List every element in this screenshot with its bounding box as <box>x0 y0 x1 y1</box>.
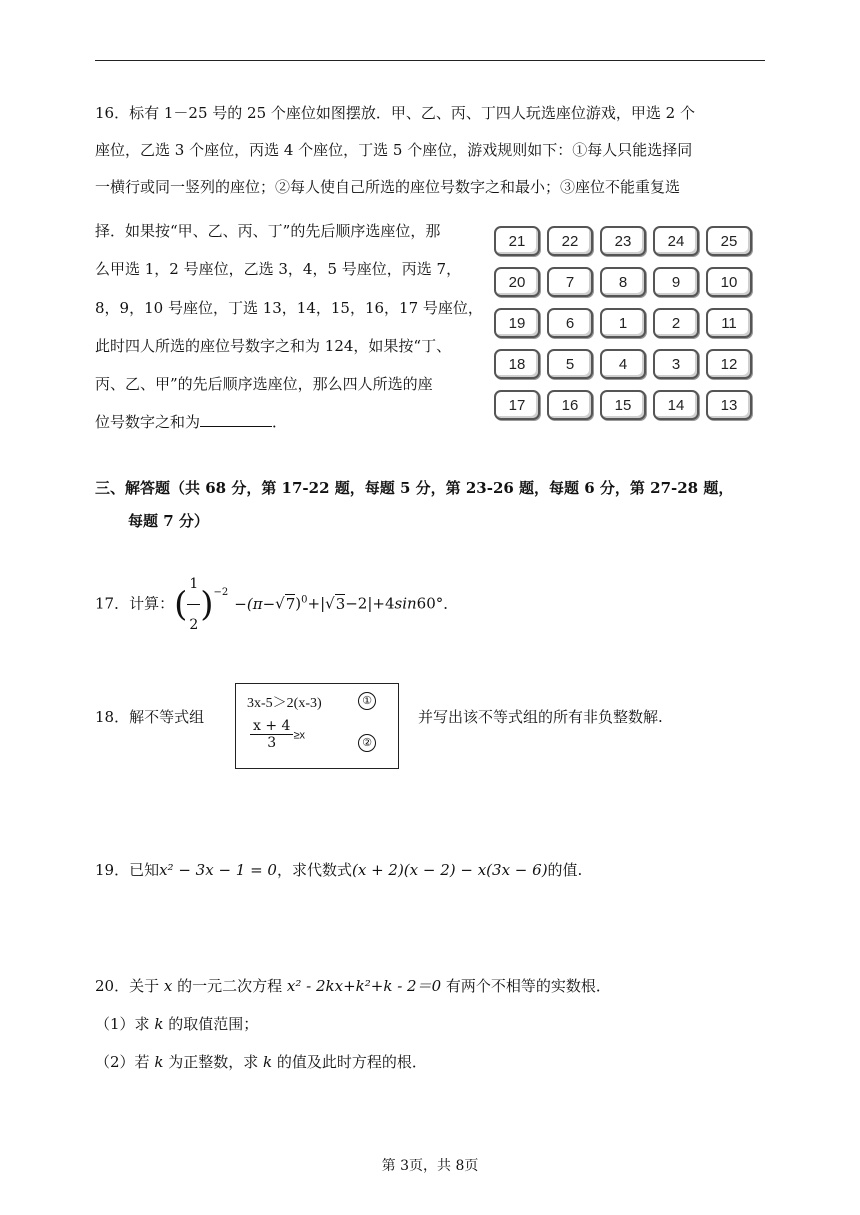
q17-part5: −2|+4 <box>345 594 395 613</box>
q20-part2-c: 的值及此时方程的根． <box>276 1053 427 1071</box>
q16-line-9-end: ． <box>272 413 288 431</box>
left-paren: ( <box>174 584 188 625</box>
q19-mid: ，求代数式 <box>276 861 352 879</box>
q16-line-1: 16．标有 1－25 号的 25 个座位如图摆放．甲、乙、丙、丁四人玩选座位游戏，甲选 2 个 <box>95 104 695 122</box>
fraction-half <box>187 564 200 645</box>
sin-label: sin <box>394 594 417 613</box>
sqrt-sign: √ <box>325 594 335 613</box>
q19-expression: (x + 2)(x − 2) − x(3x − 6) <box>352 861 548 879</box>
q17-part2: −(π− <box>234 594 276 613</box>
q20-part-2 <box>95 1051 427 1073</box>
q19-equation: x² − 3x − 1 = 0 <box>159 861 277 879</box>
q20-text-a: 20．关于 <box>95 977 160 995</box>
mark-1: ① <box>358 692 376 710</box>
q19 <box>95 859 582 881</box>
seat: 15 <box>600 390 646 420</box>
q17-part4: +| <box>307 594 326 613</box>
seat: 4 <box>600 349 646 379</box>
q20-part-1 <box>95 1013 258 1035</box>
seat: 17 <box>494 390 540 420</box>
sqrt-3: 3 <box>335 594 346 613</box>
q20-part1-b: 的取值范围； <box>168 1015 259 1033</box>
var-k: k <box>154 1015 164 1033</box>
q17-prefix: 17．计算： <box>95 594 175 613</box>
seat: 19 <box>494 308 540 338</box>
seat: 3 <box>653 349 699 379</box>
seat: 5 <box>547 349 593 379</box>
sqrt-7: 7 <box>285 594 296 613</box>
q16-line-6: 8，9，10 号座位，丁选 13，14，15，16，17 号座位， <box>95 299 483 317</box>
var-k: k <box>154 1053 164 1071</box>
q20-part1-a: （1）求 <box>95 1015 150 1033</box>
q16-line-5: 么甲选 1，2 号座位，乙选 3，4，5 号座位，丙选 7， <box>95 260 462 278</box>
q18-suffix: 并写出该不等式组的所有非负整数解. <box>418 708 663 726</box>
exponent: −2 <box>213 586 229 598</box>
answer-blank[interactable] <box>200 412 272 427</box>
seat: 10 <box>706 267 752 297</box>
frac-num: 1 <box>187 564 200 605</box>
q16-line-2: 座位，乙选 3 个座位，丙选 4 个座位，丁选 5 个座位，游戏规则如下：①每人只能选择同 <box>95 141 693 159</box>
inequality-1: 3x-5＞2(x-3) <box>247 696 322 711</box>
seat: 12 <box>706 349 752 379</box>
seat: 14 <box>653 390 699 420</box>
q16-line-7: 此时四人所选的座位号数字之和为 124，如果按“丁、 <box>95 337 452 355</box>
frac-den: 3 <box>267 735 277 751</box>
q19-suffix: 的值. <box>547 861 583 879</box>
q18-prefix: 18．解不等式组 <box>95 708 205 726</box>
frac-den: 2 <box>189 617 199 633</box>
q20-part2-b: 为正整数，求 <box>168 1053 259 1071</box>
q19-prefix: 19．已知 <box>95 861 160 879</box>
q20-part2-a: （2）若 <box>95 1053 150 1071</box>
seat: 9 <box>653 267 699 297</box>
seat: 8 <box>600 267 646 297</box>
seat: 22 <box>547 226 593 256</box>
frac-num: x + 4 <box>250 718 293 735</box>
section-3-heading: 三、解答题（共 68 分，第 17-22 题，每题 5 分，第 23-26 题，每题 6 分，第 27-28 题， <box>95 479 734 497</box>
seat: 6 <box>547 308 593 338</box>
var-k: k <box>263 1053 273 1071</box>
q20-equation: x² - 2kx+k²+k - 2＝0 <box>286 977 442 995</box>
var-x: x <box>163 977 173 995</box>
q17-part6: 60°． <box>416 594 459 613</box>
seat: 11 <box>706 308 752 338</box>
seat: 2 <box>653 308 699 338</box>
seat-grid <box>494 226 759 422</box>
seat: 20 <box>494 267 540 297</box>
q17 <box>95 564 458 645</box>
sqrt-sign: √ <box>275 594 285 613</box>
header-rule <box>95 60 765 61</box>
seat: 1 <box>600 308 646 338</box>
seat: 25 <box>706 226 752 256</box>
inequality-system-box <box>235 683 399 769</box>
q20-line-1 <box>95 975 611 997</box>
q16-line-3: 一横行或同一竖列的座位；②每人使自己所选的座位号数字之和最小；③座位不能重复选 <box>95 178 681 196</box>
section-3-heading-cont: 每题 7 分） <box>128 512 209 530</box>
inequality-2 <box>250 718 305 751</box>
seat: 21 <box>494 226 540 256</box>
right-paren: ) <box>200 584 214 625</box>
ge-sign: ≥x <box>293 729 305 742</box>
q16-line-9-text: 位号数字之和为 <box>95 413 201 431</box>
fraction-x-plus-4 <box>250 718 293 751</box>
seat: 13 <box>706 390 752 420</box>
seat: 7 <box>547 267 593 297</box>
q16-line-9 <box>95 411 287 433</box>
page-footer: 第 3页，共 8页 <box>381 1158 479 1174</box>
seat: 18 <box>494 349 540 379</box>
q16-line-8: 丙、乙、甲”的先后顺序选座位，那么四人所选的座 <box>95 375 433 393</box>
q16-line-4: 择．如果按“甲、乙、丙、丁”的先后顺序选座位，那 <box>95 222 441 240</box>
q17-part3: ) <box>295 594 302 613</box>
seat: 23 <box>600 226 646 256</box>
q20-text-b: 的一元二次方程 <box>177 977 283 995</box>
seat: 24 <box>653 226 699 256</box>
exponent-zero: 0 <box>301 594 308 606</box>
mark-2: ② <box>358 734 376 752</box>
seat: 16 <box>547 390 593 420</box>
q20-text-c: 有两个不相等的实数根． <box>445 977 611 995</box>
